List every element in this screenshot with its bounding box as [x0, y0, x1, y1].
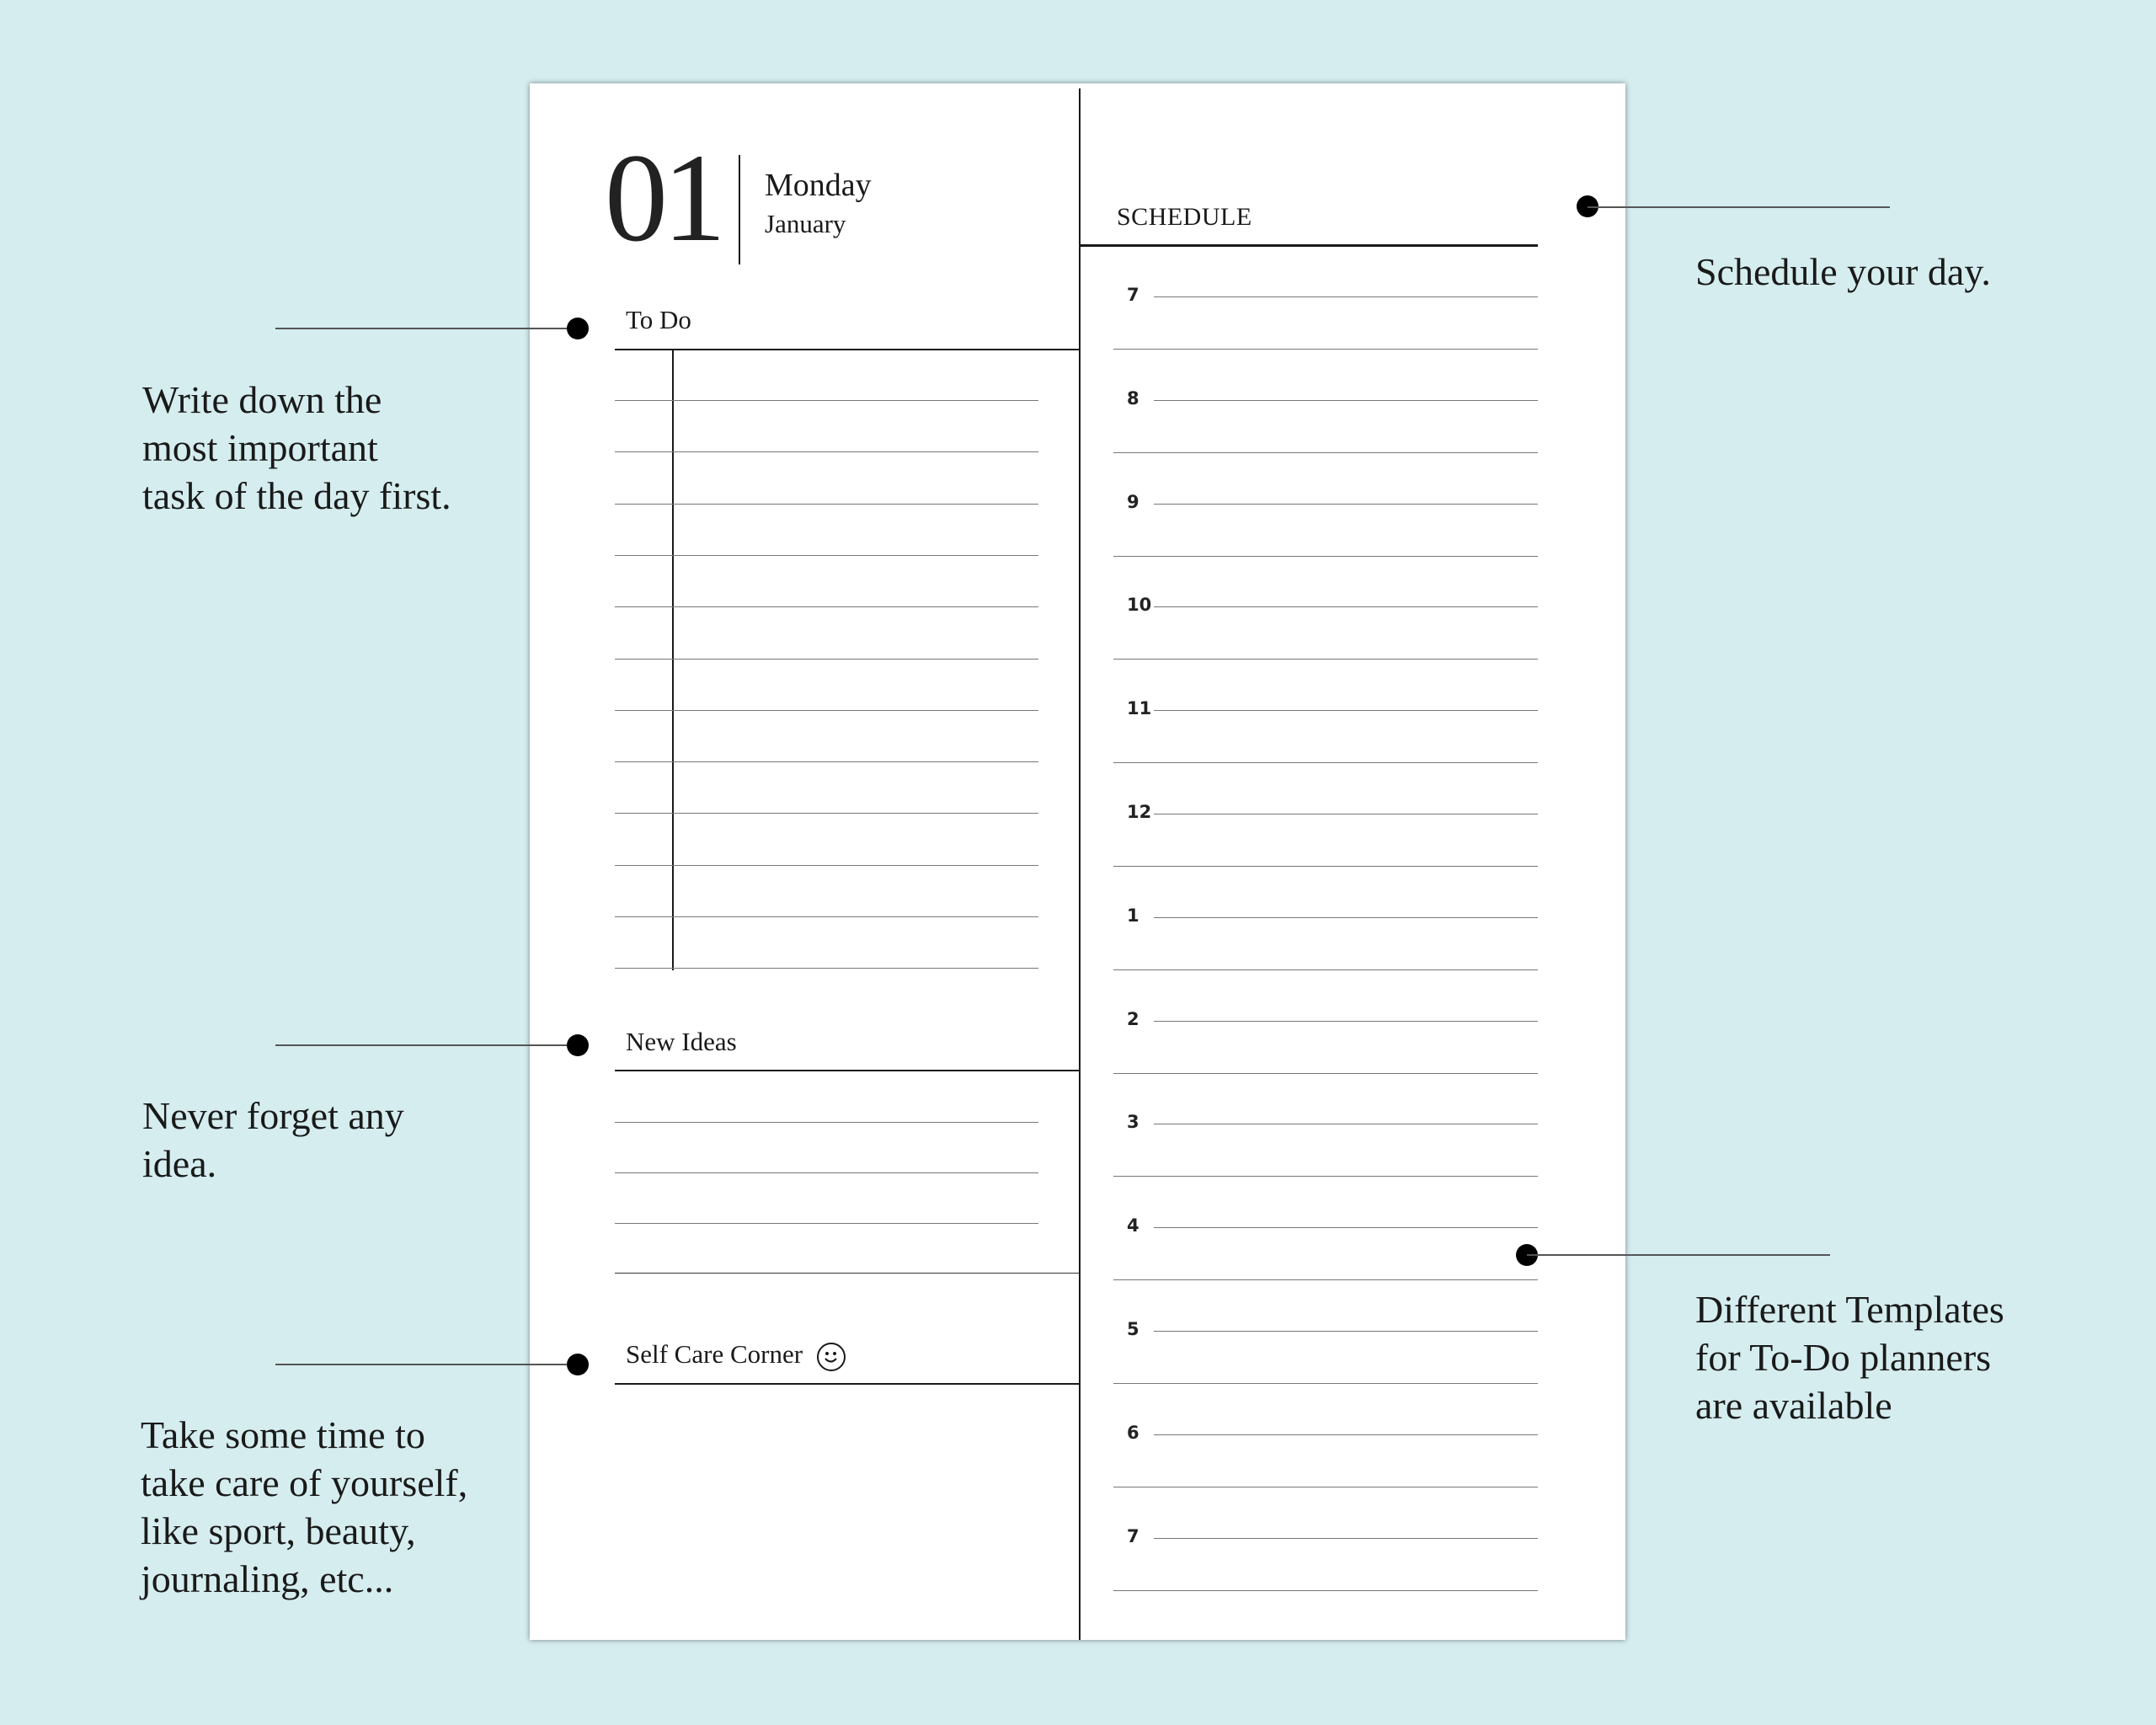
ideas-annotation — [142, 1092, 404, 1188]
schedule-hour-line[interactable] — [1154, 400, 1538, 401]
new-ideas-heading: New Ideas — [626, 1027, 737, 1056]
todo-row-line[interactable] — [615, 606, 1038, 607]
todo-row-line[interactable] — [615, 916, 1038, 917]
new-ideas-underline — [615, 1070, 1079, 1071]
self-care-pointer-line — [275, 1364, 579, 1365]
schedule-half-hour-line[interactable] — [1113, 762, 1538, 763]
templates-pointer-line — [1527, 1254, 1830, 1256]
annotation-line: for To-Do planners — [1695, 1336, 1992, 1379]
schedule-hour-line[interactable] — [1154, 710, 1538, 711]
schedule-pointer-line — [1588, 206, 1890, 208]
schedule-hour-label: 7 — [1127, 285, 1139, 305]
date-weekday: Monday — [765, 168, 872, 203]
todo-row-line[interactable] — [615, 451, 1038, 452]
ideas-pointer-line — [275, 1044, 579, 1046]
schedule-hour-line[interactable] — [1154, 1021, 1538, 1022]
todo-checkbox-column — [672, 350, 674, 970]
schedule-hour-line[interactable] — [1154, 1434, 1538, 1435]
schedule-hour-label: 9 — [1127, 491, 1139, 512]
todo-row-line[interactable] — [615, 968, 1038, 969]
todo-row-line[interactable] — [615, 555, 1038, 556]
schedule-underline — [1081, 244, 1538, 247]
schedule-hour-label: 3 — [1127, 1112, 1139, 1133]
new-ideas-bottom-rule — [615, 1273, 1079, 1274]
annotation-line: journaling, etc... — [141, 1557, 394, 1600]
todo-pointer-dot — [567, 318, 589, 339]
schedule-half-hour-line[interactable] — [1113, 659, 1538, 660]
schedule-half-hour-line[interactable] — [1113, 1383, 1538, 1384]
schedule-half-hour-line[interactable] — [1113, 1590, 1538, 1591]
idea-row-line[interactable] — [615, 1223, 1038, 1224]
schedule-half-hour-line[interactable] — [1113, 1176, 1538, 1177]
schedule-hour-label: 1 — [1127, 905, 1139, 926]
annotation-line: take care of yourself, — [141, 1461, 468, 1504]
schedule-hour-label: 5 — [1127, 1319, 1139, 1339]
schedule-half-hour-line[interactable] — [1113, 556, 1538, 557]
templates-annotation — [1695, 1285, 2004, 1429]
self-care-heading: Self Care Corner — [626, 1339, 803, 1369]
ideas-pointer-dot — [567, 1034, 589, 1056]
annotation-line: like sport, beauty, — [141, 1509, 416, 1552]
self-care-pointer-dot — [567, 1354, 589, 1375]
schedule-hour-label: 2 — [1127, 1008, 1139, 1029]
schedule-hour-line[interactable] — [1154, 296, 1538, 297]
schedule-hour-line[interactable] — [1154, 1331, 1538, 1332]
schedule-annotation — [1695, 248, 1991, 296]
schedule-half-hour-line[interactable] — [1113, 969, 1538, 970]
todo-row-line[interactable] — [615, 659, 1038, 660]
schedule-half-hour-line[interactable] — [1113, 349, 1538, 350]
annotation-line: Schedule your day. — [1695, 250, 1991, 293]
planner-page — [530, 83, 1625, 1640]
todo-heading: To Do — [626, 305, 691, 334]
annotation-line: task of the day first. — [142, 474, 451, 517]
annotation-line: Different Templates — [1695, 1288, 2004, 1331]
schedule-hour-label: 7 — [1127, 1525, 1139, 1546]
todo-row-line[interactable] — [615, 865, 1038, 866]
date-day-number: 01 — [605, 128, 721, 268]
schedule-hour-label: 12 — [1127, 802, 1152, 822]
schedule-hour-label: 10 — [1127, 595, 1152, 616]
annotation-line: most important — [142, 426, 378, 469]
todo-row-line[interactable] — [615, 761, 1038, 762]
self-care-underline — [615, 1383, 1079, 1385]
schedule-hour-line[interactable] — [1154, 606, 1538, 607]
column-divider — [1079, 88, 1081, 1640]
schedule-heading: SCHEDULE — [1117, 203, 1252, 231]
todo-row-line[interactable] — [615, 400, 1038, 401]
schedule-hour-line[interactable] — [1154, 917, 1538, 918]
todo-pointer-line — [275, 328, 579, 329]
schedule-hour-line[interactable] — [1154, 504, 1538, 505]
schedule-half-hour-line[interactable] — [1113, 1073, 1538, 1074]
schedule-hour-line[interactable] — [1154, 1227, 1538, 1228]
date-month: January — [765, 209, 846, 238]
schedule-half-hour-line[interactable] — [1113, 866, 1538, 867]
annotation-line: idea. — [142, 1142, 217, 1185]
todo-annotation — [142, 376, 451, 520]
todo-row-line[interactable] — [615, 710, 1038, 711]
annotation-line: are available — [1695, 1384, 1892, 1427]
schedule-hour-label: 6 — [1127, 1422, 1139, 1443]
todo-underline — [615, 349, 1079, 350]
schedule-half-hour-line[interactable] — [1113, 1279, 1538, 1280]
schedule-half-hour-line[interactable] — [1113, 452, 1538, 453]
schedule-hour-label: 4 — [1127, 1215, 1139, 1236]
annotation-line: Write down the — [142, 378, 382, 421]
todo-row-line[interactable] — [615, 813, 1038, 814]
smiley-face-icon — [817, 1343, 846, 1371]
idea-row-line[interactable] — [615, 1172, 1038, 1173]
annotation-line: Take some time to — [141, 1413, 425, 1456]
annotation-line: Never forget any — [142, 1094, 404, 1137]
todo-row-line[interactable] — [615, 504, 1038, 505]
schedule-hour-label: 8 — [1127, 387, 1139, 409]
self-care-annotation — [141, 1411, 467, 1603]
schedule-hour-label: 11 — [1127, 698, 1152, 719]
schedule-hour-line[interactable] — [1154, 1538, 1538, 1539]
date-divider — [739, 155, 740, 264]
idea-row-line[interactable] — [615, 1122, 1038, 1123]
